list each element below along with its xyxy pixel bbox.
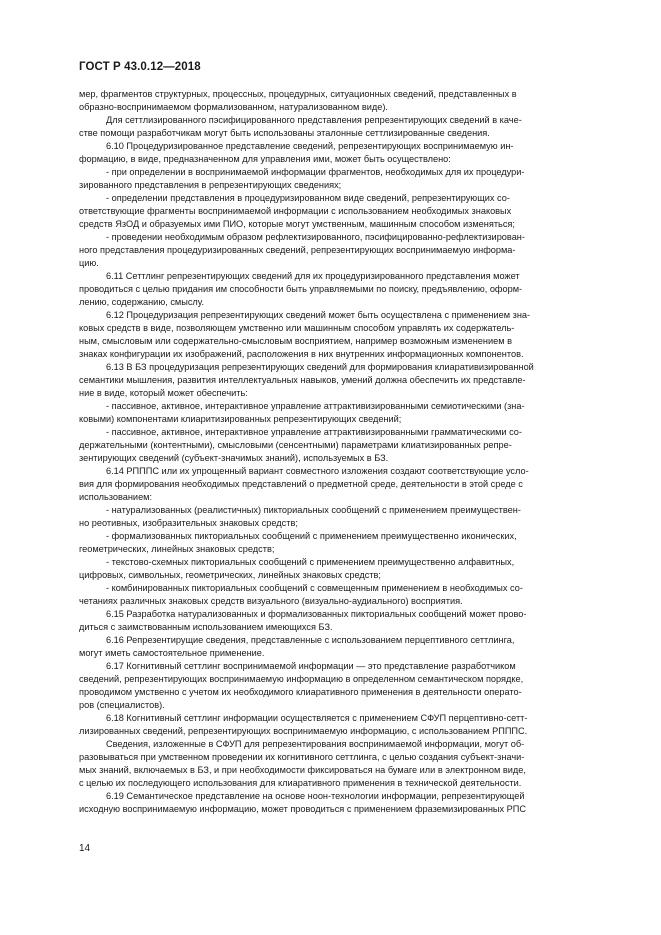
text-line: зированного представления в репрезентирующих сведениях; bbox=[79, 180, 342, 190]
text-line: зентирующих сведений (субъект-значимых знаний), используемых в БЗ. bbox=[79, 453, 389, 463]
text-line: ным, смысловым или содержательно-смысловым восприятием, например возможным изменением в bbox=[79, 336, 512, 346]
text-line: ного представления процедуризированных сведений, репрезентирующих воспринимаемую информа- bbox=[79, 245, 516, 255]
text-line: 6.12 Процедуризация репрезентирующих сведений может быть осуществлена с применением зна- bbox=[106, 310, 531, 320]
document-body bbox=[79, 88, 612, 816]
text-line: могут иметь самостоятельное применение. bbox=[79, 648, 265, 658]
text-line: образно-воспринимаемом формализованном, натурализованном виде). bbox=[79, 102, 388, 112]
text-line: ответствующие фрагменты воспринимаемой информации с использованием необходимых знаковых bbox=[79, 206, 512, 216]
text-line: знаках конфигурации их изображений, расположения в них внутренних информационных компонентов. bbox=[79, 349, 524, 359]
text-line: - натурализованных (реалистичных) пикториальных сообщений с применением преимуществен- bbox=[106, 505, 521, 515]
text-line: 6.19 Семантическое представление на основе ноон-технологии информации, репрезентирующей bbox=[106, 791, 525, 801]
text-line: цифровых, символьных, геометрических, линейных знаковых средств; bbox=[79, 570, 381, 580]
text-line: ковых средств в виде, позволяющем умственно или машинным способом управлять их содержатель- bbox=[79, 323, 515, 333]
text-line: - текстово-схемных пикториальных сообщений с применением преимущественно алфавитных, bbox=[106, 557, 515, 567]
text-line: стве помощи разработчикам могут быть использованы эталонные сеттлизированные сведения. bbox=[79, 128, 490, 138]
text-line: формацию, в виде, предназначенном для управления ими, может быть осуществлено: bbox=[79, 154, 451, 164]
text-line: цию. bbox=[79, 258, 99, 268]
text-line: вия для формирования необходимых представлений о предметной среде, деятельности в этой среде с bbox=[79, 479, 523, 489]
text-line: с целью их последующего использования для клиаративного применения в технической деятельности. bbox=[79, 778, 522, 788]
text-line: - при определении в воспринимаемой информации фрагментов, необходимых для их процедури- bbox=[106, 167, 525, 177]
text-line: Для сеттлизированного пэсифицированного представления репрезентирующих сведений в каче- bbox=[106, 115, 522, 125]
text-line: лению, содержанию, смыслу. bbox=[79, 297, 205, 307]
text-line: - пассивное, активное, интерактивное управление аттрактивизированными грамматическими со- bbox=[106, 427, 522, 437]
text-line: диться с заимствованным использованием имеющихся БЗ. bbox=[79, 622, 333, 632]
text-line: исходную воспринимаемую информацию, может проводиться с применением фраземизированных РПС bbox=[79, 804, 527, 814]
text-line: - проведении необходимым образом рефлектизированного, пэсифицированно-рефлектизирован- bbox=[106, 232, 525, 242]
text-line: - определении представления в процедуризированном виде сведений, репрезентирующих со- bbox=[106, 193, 510, 203]
text-line: использованием: bbox=[79, 492, 153, 502]
text-line: 6.17 Когнитивный сеттлинг воспринимаемой информации — это представление разработчиком bbox=[106, 661, 516, 671]
text-line: Сведения, изложенные в СФУП для репрезентирования воспринимаемой информации, могут об- bbox=[106, 739, 525, 749]
text-line: мых знаний, включаемых в БЗ, и при необходимости фиксироваться на бумаге или в электронном виде, bbox=[79, 765, 526, 775]
text-line: 6.18 Когнитивный сеттлинг информации осуществляется с применением СФУП перцептивно-сетт- bbox=[106, 713, 528, 723]
text-line: проводиться с целью придания им способности быть управляемыми по поиску, предъявлению, оформ- bbox=[79, 284, 523, 294]
text-line: лизированных сведений, репрезентирующих воспринимаемую информацию, с использованием РПППС. bbox=[79, 726, 528, 736]
text-line: сведений, репрезентирующих воспринимаемую информацию в определенном семантическом порядке, bbox=[79, 674, 524, 684]
text-line: 6.10 Процедуризированное представление сведений, репрезентирующих воспринимаемую ин- bbox=[106, 141, 514, 151]
text-line: ров (специалистов). bbox=[79, 700, 165, 710]
text-line: разовываться при умственном проведении их когнитивного сеттлинга, с целью создания субъект-значи- bbox=[79, 752, 525, 762]
text-line: держательными (контентными), смысловыми (сенсентными) параметрами клиатизированных репре- bbox=[79, 440, 512, 450]
text-line: мер, фрагментов структурных, процессных, процедурных, ситуационных сведений, представленных в bbox=[79, 89, 517, 99]
text-line: средств ЯзОД и образуемых ими ПИО, которые могут умственным, машинным способом изменяться; bbox=[79, 219, 515, 229]
text-line: ковыми) компонентами клиаритизированных репрезентирующих сведений; bbox=[79, 414, 402, 424]
text-line: - пассивное, активное, интерактивное управление аттрактивизированными семиотическими (зна- bbox=[106, 401, 525, 411]
page-number: 14 bbox=[79, 843, 91, 854]
text-line: ние в виде, который может обеспечить: bbox=[79, 388, 248, 398]
text-line: семантики мышления, развития интеллектуальных навыков, умений должна обеспечить их представле- bbox=[79, 375, 526, 385]
text-line: - комбинированных пикториальных сообщений с совмещенным применением в необходимых со- bbox=[106, 583, 523, 593]
text-line: четаниях различных знаковых средств визуального (визуально-аудиального) восприятия. bbox=[79, 596, 463, 606]
text-line: проводимом умственно с учетом их необходимого клиаративного применения в деятельности операто- bbox=[79, 687, 522, 697]
document-header: ГОСТ Р 43.0.12—2018 bbox=[79, 61, 201, 73]
text-line: геометрических, линейных знаковых средств; bbox=[79, 544, 275, 554]
text-line: но реотивных, изобразительных знаковых средств; bbox=[79, 518, 298, 528]
text-line: - формализованных пикториальных сообщений с применением преимущественно иконических, bbox=[106, 531, 517, 541]
text-line: 6.11 Сеттлинг репрезентирующих сведений для их процедуризированного представления может bbox=[106, 271, 520, 281]
text-line: 6.14 РПППС или их упрощенный вариант совместного изложения создают соответствующие усло- bbox=[106, 466, 529, 476]
text-line: 6.15 Разработка натурализованных и формализованных пикториальных сообщений может прово- bbox=[106, 609, 527, 619]
text-line: 6.13 В БЗ процедуризация репрезентирующих сведений для формирования клиаративизированной bbox=[106, 362, 534, 372]
text-line: 6.16 Репрезентирущие сведения, представленные с использованием перцептивного сеттлинга, bbox=[106, 635, 515, 645]
